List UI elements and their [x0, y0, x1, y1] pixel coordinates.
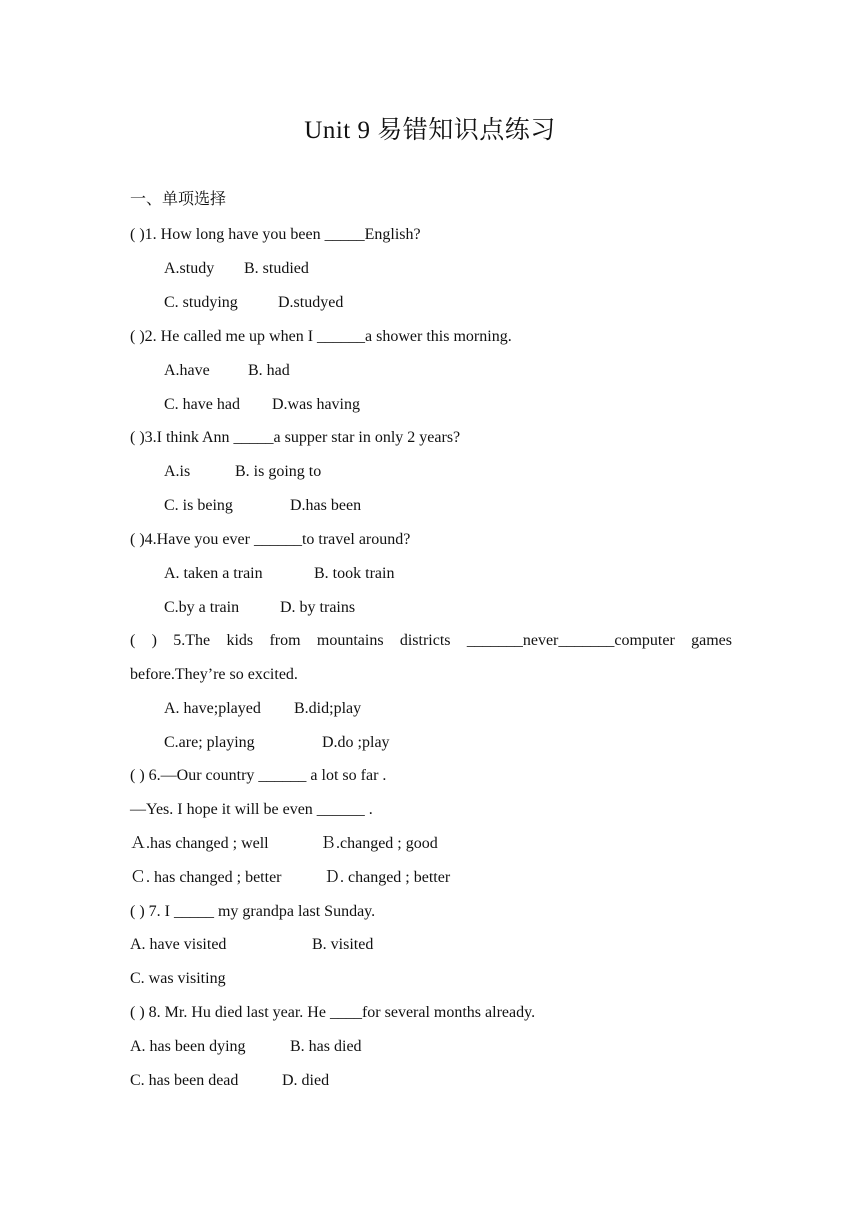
option-d: D.has been: [290, 497, 362, 514]
option-a: A. have visited: [130, 936, 227, 953]
option-a: A. have;played: [164, 700, 261, 717]
question-7-options-row-1: [130, 935, 373, 955]
question-6-options-row-1: [130, 834, 438, 854]
question-2-options-row-2: [164, 395, 360, 415]
option-b: B. is going to: [235, 463, 322, 480]
option-d: D.studyed: [278, 294, 344, 311]
question-1-options-row-1: [164, 259, 309, 279]
page-title: Unit 9 易错知识点练习: [304, 117, 556, 144]
question-8-options-row-1: [130, 1037, 362, 1057]
option-a: A.have: [164, 362, 210, 379]
question-5-stem-continued: before.They’re so excited.: [130, 666, 298, 683]
question-6-options-row-2: [130, 868, 450, 888]
option-c: Ｃ. has changed ; better: [130, 869, 282, 886]
option-c: C.by a train: [164, 599, 240, 616]
option-c: C. is being: [164, 497, 233, 514]
option-c: C. has been dead: [130, 1072, 239, 1089]
option-a: A.is: [164, 463, 191, 480]
option-d: D. by trains: [280, 599, 356, 616]
question-3-options-row-1: [164, 462, 321, 482]
option-a: A. has been dying: [130, 1038, 246, 1055]
question-6-stem-2: —Yes. I hope it will be even ______ .: [130, 801, 373, 818]
question-7-option-c: C. was visiting: [130, 970, 226, 987]
option-c: C.are; playing: [164, 734, 255, 751]
option-b: B.did;play: [294, 700, 362, 717]
stem-word: games: [691, 632, 732, 649]
stem-word: mountains: [316, 632, 384, 649]
option-a: A. taken a train: [164, 565, 263, 582]
stem-word: districts: [399, 632, 451, 649]
stem-word: kids: [226, 632, 254, 649]
question-4-options-row-2: [164, 598, 355, 618]
question-2-stem: ( )2. He called me up when I ______a shower this morning.: [130, 328, 512, 345]
option-b: B. studied: [244, 260, 309, 277]
option-a: Ａ.has changed ; well: [130, 835, 269, 852]
question-6-stem: ( ) 6.—Our country ______ a lot so far .: [130, 767, 387, 784]
option-d: D.do ;play: [322, 734, 390, 751]
option-b: Ｂ.changed ; good: [320, 835, 438, 852]
question-5-options-row-2: [164, 733, 390, 753]
option-b: B. visited: [312, 936, 374, 953]
option-c: C. have had: [164, 396, 240, 413]
stem-word: _______never_______computer: [466, 632, 675, 649]
question-8-options-row-2: [130, 1071, 329, 1091]
option-b: B. had: [248, 362, 290, 379]
stem-word: ): [151, 632, 157, 649]
question-5-options-row-1: [164, 699, 361, 719]
question-8-stem: ( ) 8. Mr. Hu died last year. He ____for several months already.: [130, 1004, 536, 1021]
option-d: D.was having: [272, 396, 360, 413]
question-1-options-row-2: [164, 293, 343, 313]
question-1-stem: ( )1. How long have you been _____English?: [130, 226, 421, 243]
question-7-stem: ( ) 7. I _____ my grandpa last Sunday.: [130, 903, 376, 920]
question-2-options-row-1: [164, 361, 290, 381]
question-3-options-row-2: [164, 496, 361, 516]
question-4-options-row-1: [164, 564, 394, 584]
stem-word: (: [130, 632, 136, 649]
option-d: Ｄ. changed ; better: [324, 869, 451, 886]
option-d: D. died: [282, 1072, 330, 1089]
question-3-stem: ( )3.I think Ann _____a supper star in only 2 years?: [130, 429, 461, 446]
stem-word: 5.The: [173, 632, 211, 649]
option-c: C. studying: [164, 294, 238, 311]
option-a: A.study: [164, 260, 215, 277]
option-b: B. took train: [314, 565, 395, 582]
question-5-stem: [130, 631, 732, 651]
option-b: B. has died: [290, 1038, 362, 1055]
section-heading: 一、单项选择: [130, 191, 227, 208]
stem-word: from: [269, 632, 301, 649]
question-4-stem: ( )4.Have you ever ______to travel around?: [130, 531, 411, 548]
